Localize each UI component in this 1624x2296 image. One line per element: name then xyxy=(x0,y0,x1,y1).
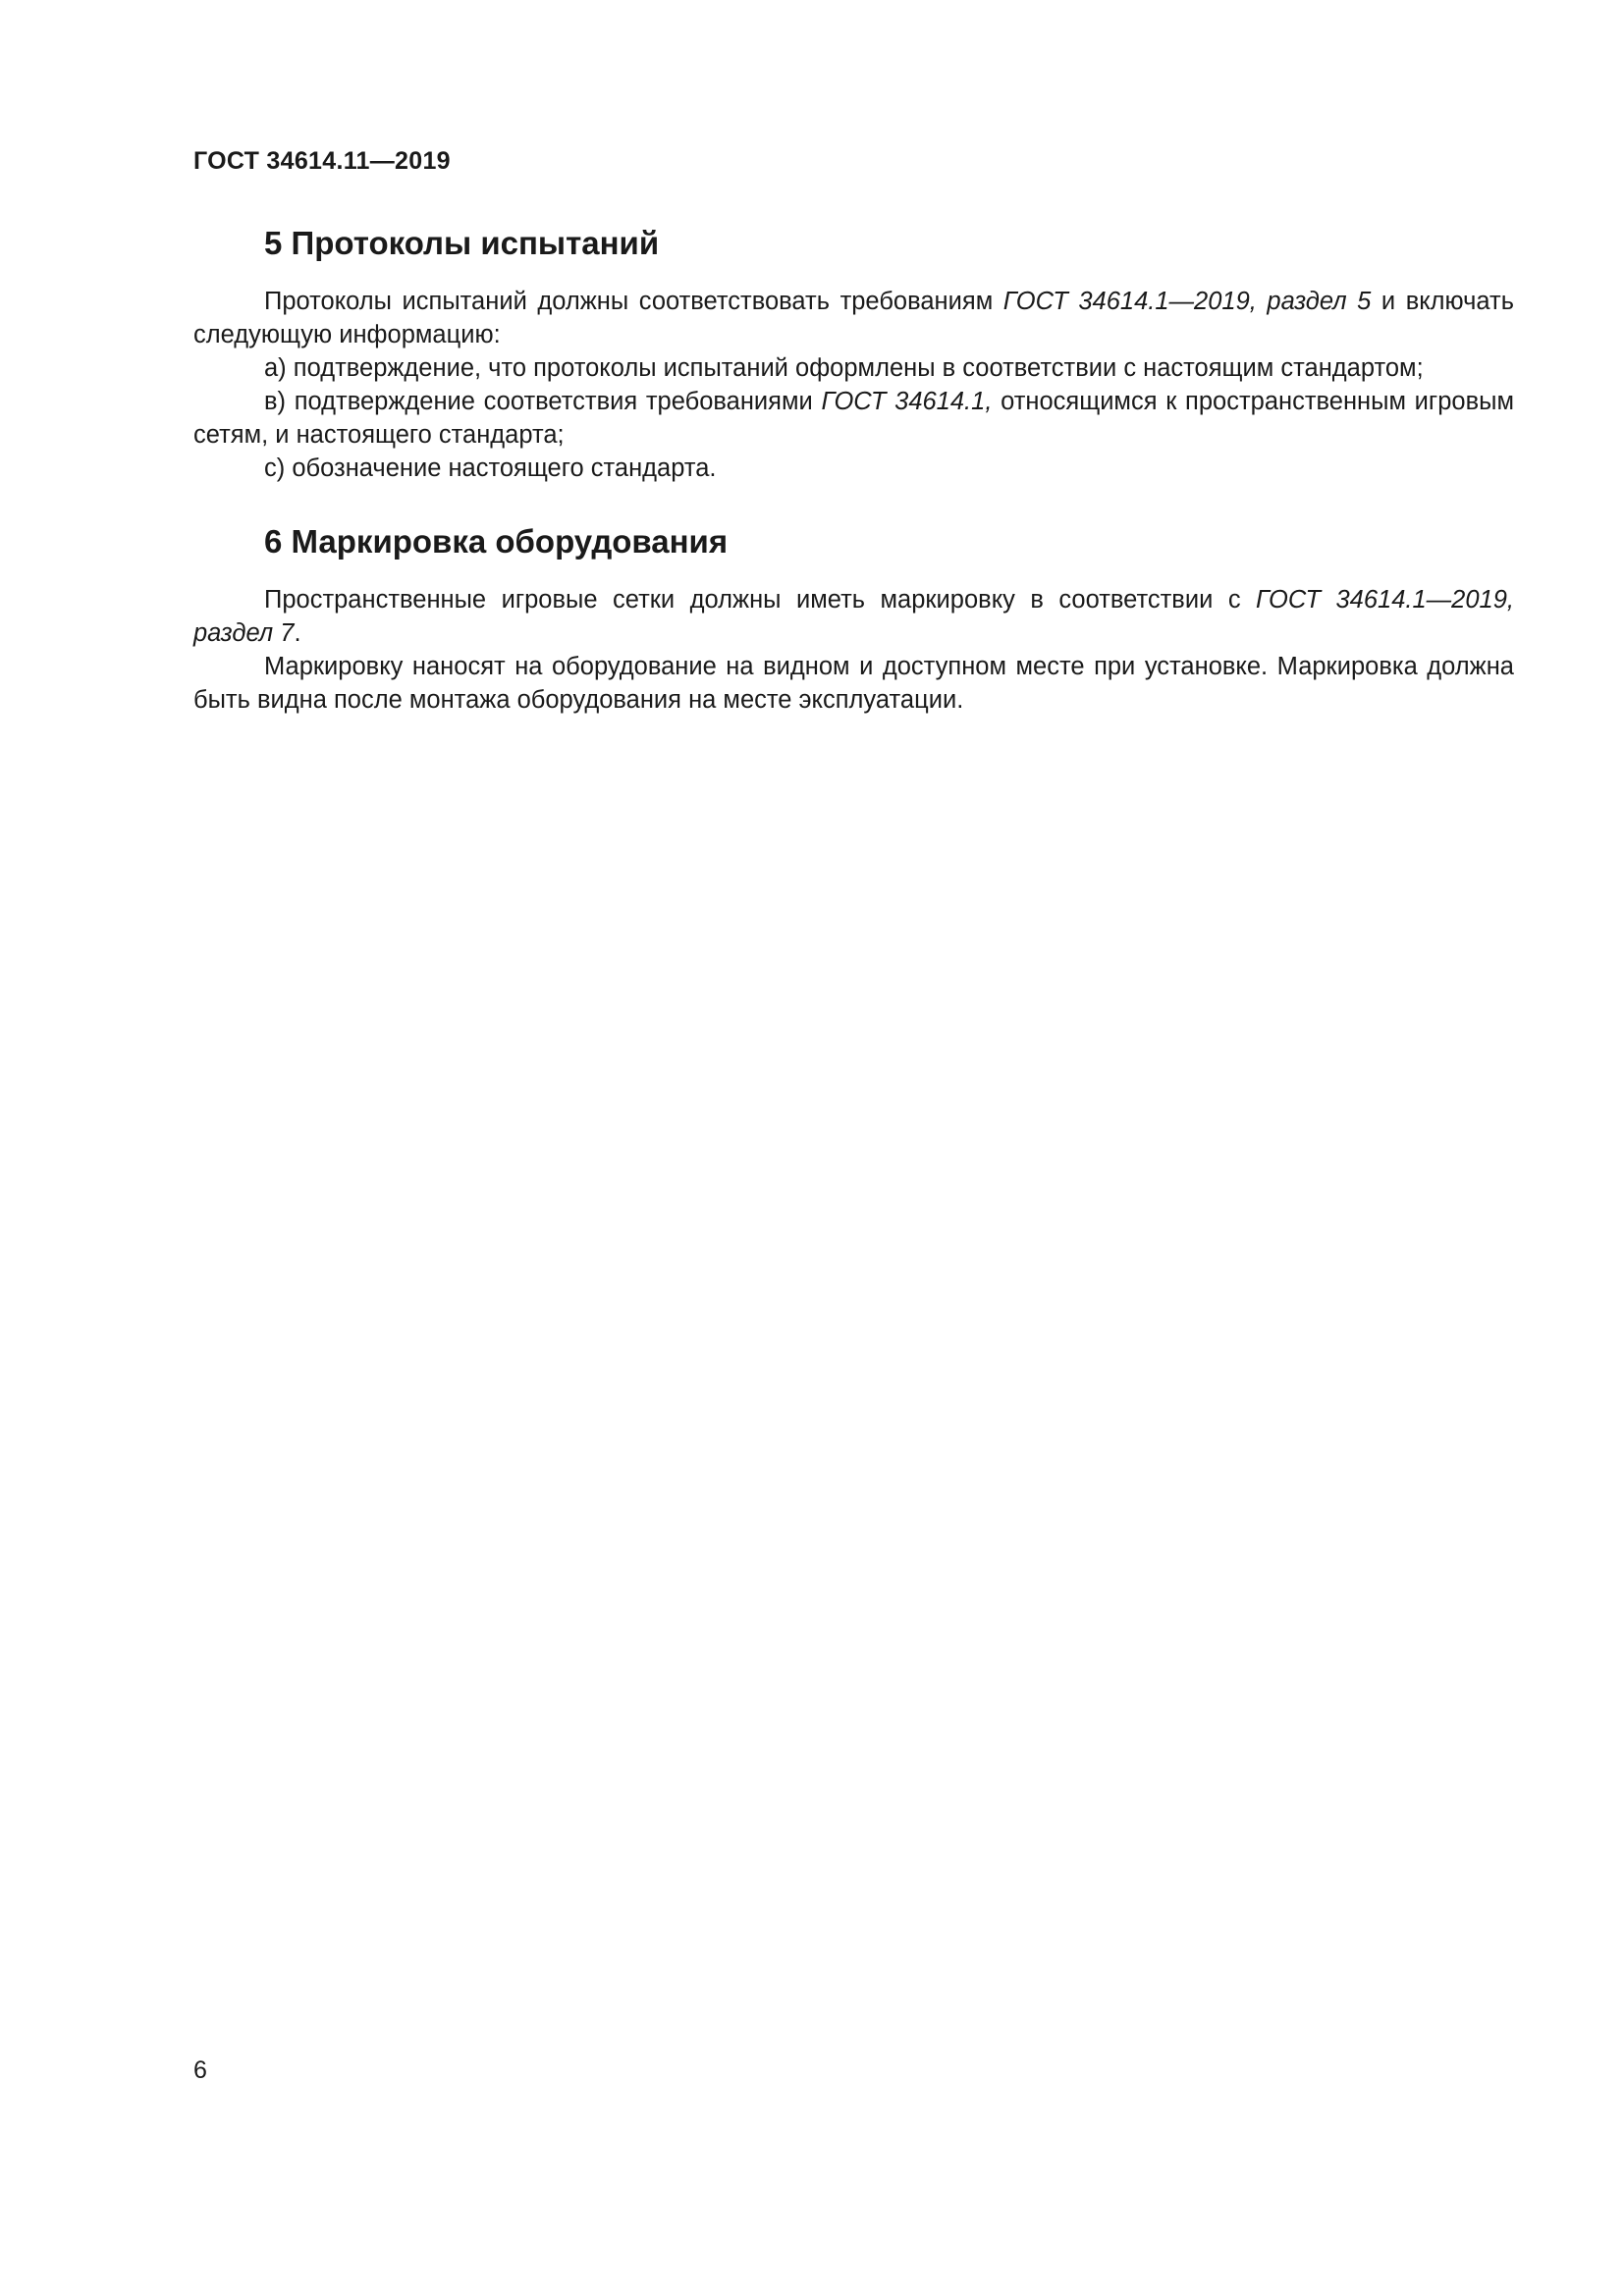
list-item xyxy=(193,385,1514,452)
text-run: с) обозначение настоящего стандарта. xyxy=(264,454,717,482)
paragraph xyxy=(193,285,1514,351)
section-title: 5 Протоколы испытаний xyxy=(264,225,660,261)
text-run: Протоколы испытаний должны соответствовать требованиям xyxy=(264,288,1003,315)
section-title: 6 Маркировка оборудования xyxy=(264,523,729,560)
paragraph xyxy=(193,583,1514,650)
list-item xyxy=(193,452,1514,485)
text-run: и включать следующую информацию: xyxy=(193,288,1514,348)
reference-run: ГОСТ 34614.1—2019, раздел 7 xyxy=(193,586,1514,647)
reference-run: ГОСТ 34614.1—2019, раздел 5 xyxy=(1002,288,1372,315)
text-run: в) подтверждение соответствия требованиями xyxy=(264,388,822,415)
text-run: Маркировку наносят на оборудование на видном и доступном месте при установке. Маркировка должна быть видна после монтажа оборудования на месте эксплуатации. xyxy=(193,653,1514,714)
text-run: . xyxy=(294,619,301,647)
section-equipment-marking xyxy=(193,522,1514,717)
text-run: относящимся к пространственным игровым сетям, и настоящего стандарта; xyxy=(193,388,1514,449)
reference-run: ГОСТ 34614.1, xyxy=(821,388,993,415)
text-run: Пространственные игровые сетки должны иметь маркировку в соответствии с xyxy=(264,586,1257,614)
text-run: а) подтверждение, что протоколы испытаний оформлены в соответствии с настоящим стандартом; xyxy=(264,354,1424,382)
section-test-reports xyxy=(193,224,1514,485)
paragraph xyxy=(193,650,1514,717)
document-code-header: ГОСТ 34614.11—2019 xyxy=(193,147,451,175)
page-number: 6 xyxy=(193,2056,207,2084)
list-item xyxy=(193,351,1514,385)
document-body xyxy=(193,224,1514,717)
